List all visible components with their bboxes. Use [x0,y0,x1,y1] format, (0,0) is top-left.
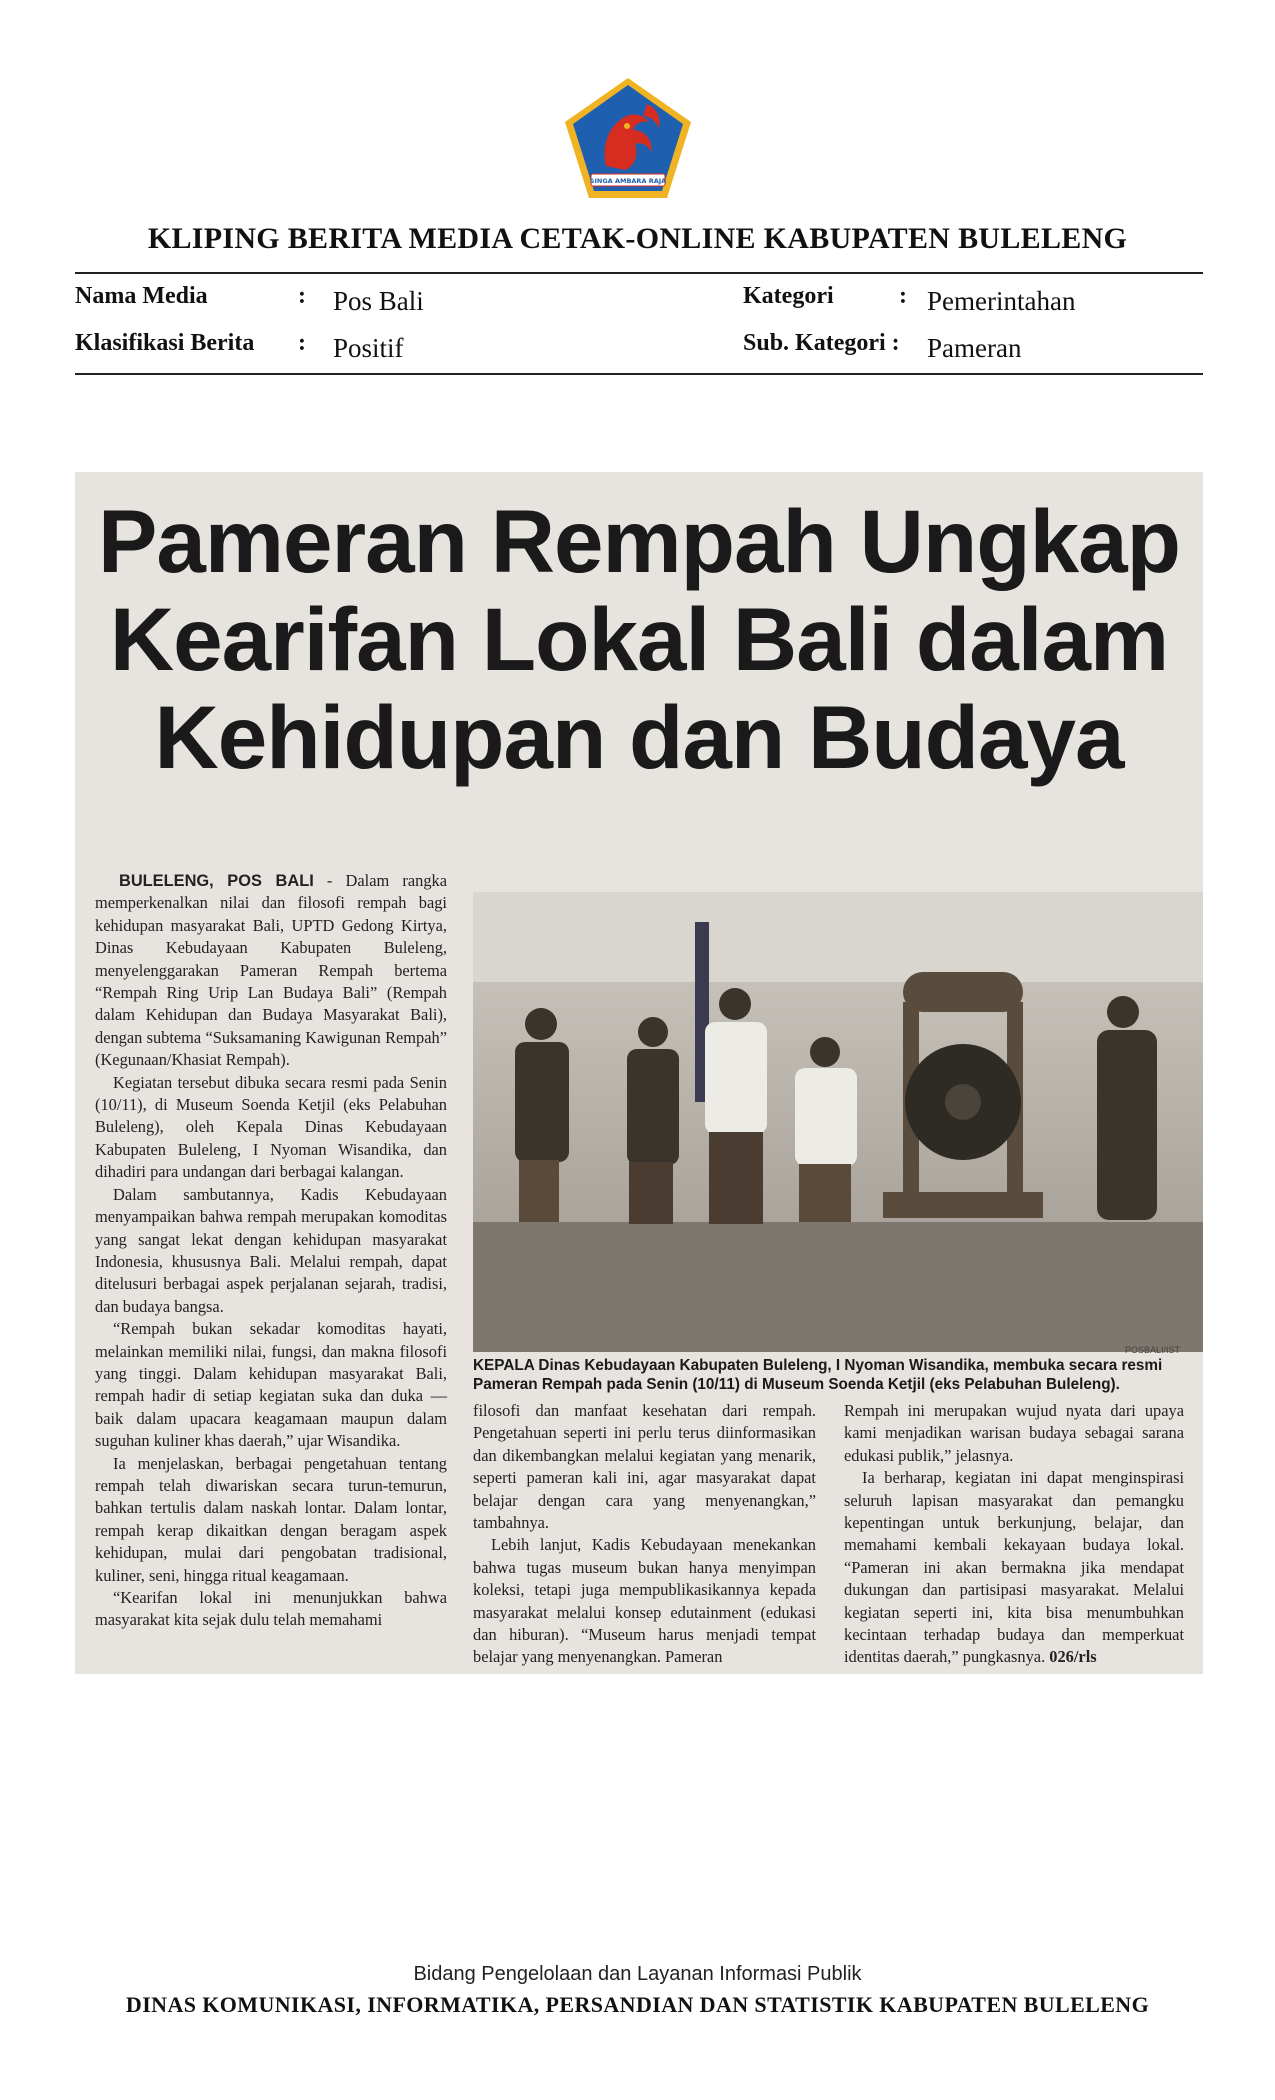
headline-line-3: Kehidupan dan Budaya [154,687,1124,787]
media-value: Pos Bali [333,286,424,316]
article-paragraph: filosofi dan manfaat kesehatan dari rempah. Pengetahuan seperti ini perlu terus diinformasikan dan dikembangkan melalui kegiatan yang menarik, seperti pameran kali ini, agar masyarakat dapat belajar dengan cara yang menyenangkan,” tambahnya. [473,1401,816,1533]
kategori-separator: : [899,283,907,309]
article-paragraph: Kegiatan tersebut dibuka secara resmi pada Senin (10/11), di Museum Soenda Ketjil (eks Pelabuhan Buleleng), oleh Kepala Dinas Kebudayaan Kabupaten Buleleng, I Nyoman Wisandika, dan dihadiri para undangan dari berbagai kalangan. [95,1072,447,1182]
article-paragraph: Rempah ini merupakan wujud nyata dari upaya kami menjadikan warisan budaya sebagai sarana edukasi publik,” jelasnya. [844,1401,1184,1465]
article-paragraph: Ia berharap, kegiatan ini dapat menginspirasi seluruh lapisan masyarakat dan pemangku kepentingan untuk berkunjung, belajar, dan memahami kembali kekayaan budaya lokal. “Pameran ini akan bermakna jika mendapat dukungan dan partisipasi masyarakat. Melalui kegiatan seperti ini, kita bisa menumbuhkan kecintaan terhadap budaya dan memperkuat identitas daerah,” pungkasnya. 026/rls [844,1468,1184,1667]
article-dateline: BULELENG, POS BALI [119,872,314,890]
article-signature: 026/rls [1049,1647,1097,1667]
kategori-value: Pemerintahan [927,286,1076,316]
sub-kategori-value: Pameran [927,333,1022,363]
header-divider-bottom [75,373,1203,375]
photo-caption: KEPALA Dinas Kebudayaan Kabupaten Buleleng, I Nyoman Wisandika, membuka secara resmi Pameran Rempah pada Senin (10/11) di Museum Soenda Ketjil (eks Pelabuhan Buleleng). [473,1357,1163,1393]
newspaper-clipping [75,472,1203,1674]
media-label: Nama Media [75,283,208,309]
photo-credit: POSBALI/IST [1125,1345,1181,1355]
article-paragraph: Lebih lanjut, Kadis Kebudayaan menekankan bahwa tugas museum bukan hanya menyimpan koleksi, tetapi juga mempublikasikannya kepada masyarakat melalui konsep edutainment (edukasi dan hiburan). “Museum harus menjadi tempat belajar yang menyenangkan. Pameran [473,1535,816,1667]
media-separator: : [298,283,306,309]
header-divider-top [75,272,1203,274]
article-column-1 [95,870,447,1632]
logo-motto-text: SINGA AMBARA RAJA [589,177,667,185]
sub-kategori-label: Sub. Kategori : [743,330,900,356]
page-title: KLIPING BERITA MEDIA CETAK-ONLINE KABUPATEN BULELENG [147,222,1128,255]
article-paragraph: “Rempah bukan sekadar komoditas hayati, melainkan memiliki nilai, fungsi, dan makna filosofi yang tinggi. Dalam kehidupan masyarakat Bali, rempah hadir di setiap kegiatan suka dan duka — baik dalam upacara keagamaan maupun dalam suguhan kuliner khas daerah,” ujar Wisandika. [95,1319,447,1451]
kategori-label: Kategori [743,283,834,309]
article-paragraph: Ia menjelaskan, berbagai pengetahuan tentang rempah telah diwariskan secara turun-temurun, bahkan tertulis dalam naskah lontar. Dalam lontar, rempah kerap dikaitkan dengan beragam aspek kehidupan, mulai dari pengobatan tradisional, kuliner, seni, hingga ritual keagamaan. [95,1453,447,1585]
klasifikasi-separator: : [298,330,306,356]
article-headline [75,492,1203,786]
article-column-3 [844,1400,1184,1669]
klasifikasi-label: Klasifikasi Berita [75,330,255,356]
article-column-2 [473,1400,816,1669]
article-paragraph: Dalam sambutannya, Kadis Kebudayaan menyampaikan bahwa rempah merupakan komoditas yang sangat lekat dengan kehidupan masyarakat Indonesia, khususnya Bali. Melalui rempah, dapat ditelusuri berbagai aspek perjalanan sejarah, tradisi, dan budaya bangsa. [95,1184,447,1316]
klasifikasi-value: Positif [333,333,404,363]
footer-title: DINAS KOMUNIKASI, INFORMATIKA, PERSANDIAN DAN STATISTIK KABUPATEN BULELENG [125,1992,1150,2017]
footer-subtitle: Bidang Pengelolaan dan Layanan Informasi Publik [413,1963,862,1985]
article-paragraph: “Kearifan lokal ini menunjukkan bahwa masyarakat kita sejak dulu telah memahami [95,1588,447,1630]
article-paragraph: BULELENG, POS BALI - Dalam rangka memperkenalkan nilai dan filosofi rempah bagi kehidupan masyarakat Bali, UPTD Gedong Kirtya, Dinas Kebudayaan Kabupaten Buleleng, menyelenggarakan Pameran Rempah bertema “Rempah Ring Urip Lan Budaya Bali” (Rempah dalam Kehidupan dan Budaya Masyarakat Bali), dengan subtema “Suksamaning Kawigunan Rempah” (Kegunaan/Khasiat Rempah). [95,871,447,1070]
buleleng-emblem-logo [561,74,696,204]
headline-line-1: Pameran Rempah Ungkap [98,491,1180,591]
headline-line-2: Kearifan Lokal Bali dalam [109,589,1169,689]
